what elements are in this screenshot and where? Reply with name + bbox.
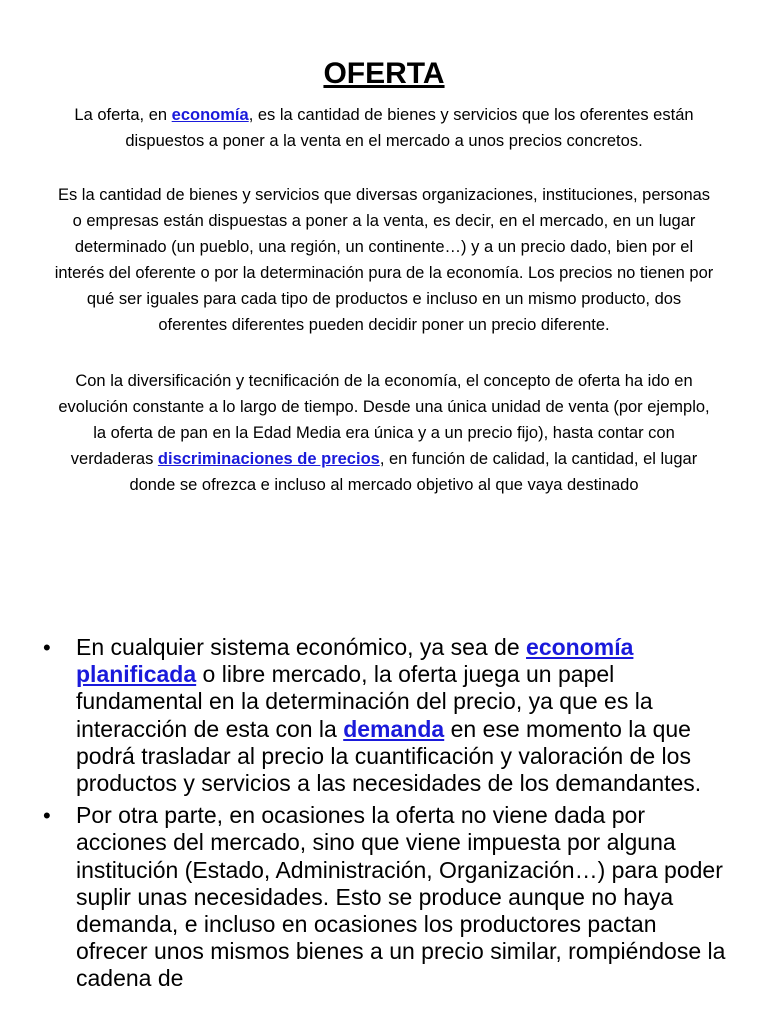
slide-oferta-bullets [0,620,768,1024]
bullet-text-part: En cualquier sistema económico, ya sea de [76,634,527,660]
bullet-list [40,634,730,998]
definition-text-end: , es la cantidad de bienes y servicios que los oferentes están dispuestos a poner a la venta en el mercado a unos precios concretos. [125,106,694,150]
economia-planificada-link[interactable]: economía planificada [76,634,634,688]
discriminaciones-de-precios-link[interactable]: discriminaciones de precios [157,450,380,468]
bullet-item-imposed-supply [40,802,730,992]
definition-paragraph [52,102,716,154]
page-title: OFERTA [323,57,445,90]
bullet-dot-icon: • [43,803,51,829]
economia-link[interactable]: economía [171,106,249,124]
bullet-item-economic-systems [40,634,730,797]
definition-text-start: La oferta, en [74,106,172,124]
bullet-text-part: o libre mercado, la oferta juega un papel fundamental en la determinación del precio, ya que es la interacción de esta con la [76,661,653,742]
evolution-paragraph [52,368,716,498]
demanda-link[interactable]: demanda [343,715,445,742]
bullet-dot-icon: • [43,635,51,660]
description-paragraph: Es la cantidad de bienes y servicios que diversas organizaciones, instituciones, personas o empresas están dispuestas a poner a la venta, es decir, en el mercado, en un lugar determinado (un pueblo, una región, un continente…) y a un precio dado, bien por el interés del oferente o por la determinación pura de la economía. Los precios no tienen por qué ser iguales para cada tipo de productos e incluso en un mismo producto, dos oferentes diferentes pueden decidir poner un precio diferente. [54,186,714,334]
bullet-text-part: en ese momento la que podrá trasladar al precio la cuantificación y valoración de los productos y servicios a las necesidades de los demandantes. [76,715,702,797]
evolution-text-end: , en función de calidad, la cantidad, el lugar donde se ofrezca e incluso al mercado objetivo al que vaya destinado [129,450,698,494]
bullet-text: Por otra parte, en ocasiones la oferta no viene dada por acciones del mercado, sino que viene impuesta por alguna institución (Estado, Administración, Organización…) para poder suplir unas necesidades. Esto se produce aunque no haya demanda, e incluso en ocasiones los productores pactan ofrecer unos mismos bienes a un precio similar, rompiéndose la cadena de [76,802,726,992]
evolution-text-start: Con la diversificación y tecnificación de la economía, el concepto de oferta ha ido en evolución constante a lo largo de tiempo. Desde una única unidad de venta (por ejemplo, la oferta de pan en la Edad Media era única y a un precio fijo), hasta contar con verdaderas [58,372,710,468]
